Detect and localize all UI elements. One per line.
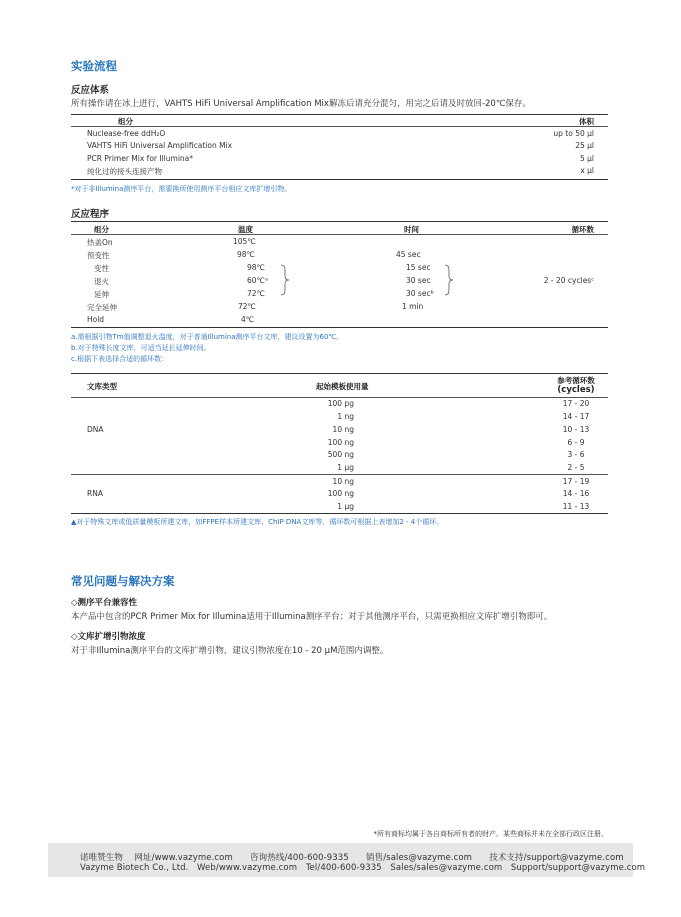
program-cycles: 2 - 20 cyclesᶜ [543,276,594,285]
program-note-c: c.根据下表选择合适的循环数： [71,355,169,363]
table-row-component: 纯化过的接头连接产物 [87,167,162,176]
col-header-library-type: 文库类型 [87,382,117,391]
cycle-table-note: ▲对于特殊文库或低质量模板所建文库，如FFPE样本所建文库、ChIP DNA文库等，循环数可根据上表增加2 - 4个循环。 [71,518,444,526]
table-row-cycles: 14 - 16 [562,489,590,498]
table-row-volume: 25 μl [575,141,594,150]
table-row-volume: 5 μl [579,154,594,163]
reaction-program-title: 反应程序 [71,209,110,220]
reaction-system-title: 反应体系 [71,85,110,96]
table-row-component: VAHTS HiFi Universal Amplification Mix [87,141,233,150]
program-step: 退火 [94,277,109,286]
table-row-component: Nuclease-free ddH₂O [87,129,166,138]
table-row-input: 100 ng [327,438,354,447]
reaction-system-note: *对于非Illumina测序平台，需要换所使用测序平台相应文库扩增引物。 [71,185,292,193]
section-title-protocol: 实验流程 [71,59,117,73]
program-step: 热盖On [87,238,113,247]
col-header-step: 组分 [94,225,109,234]
table-row-cycles: 2 - 5 [567,463,585,472]
table-row-cycles: 17 - 20 [562,399,590,408]
col-header-cycles: 循环数 [571,225,594,234]
cycle-brace-icon [444,264,454,296]
program-time: 30 secᵇ [406,289,434,298]
program-step: 预变性 [87,251,110,260]
table-row-cycles: 6 - 9 [567,438,585,447]
section-title-faq: 常见问题与解决方案 [71,574,175,588]
trademark-note: *所有商标均属于各自商标所有者的财产。某些商标并未在全部行政区注册。 [373,830,608,838]
table-row-cycles: 14 - 17 [562,412,590,421]
col-header-component: 组分 [118,117,133,126]
cycle-brace-icon [280,264,290,296]
program-note-a: a.需根据引物Tm值调整退火温度，对于普通Illumina测序平台文库，建议设置为60℃。 [71,333,344,341]
library-type-dna: DNA [87,425,104,434]
table-row-input: 1 μg [337,463,354,472]
program-step: 完全延伸 [87,303,117,312]
program-temp: 72℃ [238,302,256,311]
table-row-volume: up to 50 μl [553,129,594,138]
program-time: 45 sec [396,250,421,259]
table-row-input: 1 ng [337,412,354,421]
table-row-input: 1 μg [337,502,354,511]
program-temp: 60℃ᵃ [247,276,268,285]
table-row-volume: x μl [580,166,594,175]
col-header-ref-cycles-unit: (cycles) [557,385,595,395]
program-temp: 4℃ [241,315,255,324]
table-row-input: 100 ng [327,489,354,498]
library-type-rna: RNA [87,489,103,498]
faq-item-title: ◇测序平台兼容性 [71,598,138,608]
footer-line-cn: 诺唯赞生物 网址/www.vazyme.com 咨询热线/400-600-9335 销售/sales@vazyme.com 技术支持/support@vazyme.com [80,853,624,863]
program-step: 变性 [94,264,109,273]
program-time: 1 min [402,302,424,311]
program-step: 延伸 [94,290,109,299]
table-row-input: 500 ng [327,450,354,459]
program-temp: 72℃ [247,289,265,298]
program-step: Hold [87,315,105,324]
program-time: 15 sec [406,263,431,272]
reaction-system-intro: 所有操作请在冰上进行，VAHTS HiFi Universal Amplification Mix解冻后请充分混匀，用完之后请及时放回-20℃保存。 [71,99,531,109]
table-row-component: PCR Primer Mix for Illumina* [87,154,193,163]
table-row-cycles: 3 - 6 [567,450,585,459]
footer-line-en: Vazyme Biotech Co., Ltd. Web/www.vazyme.com Tel/400-600-9335 Sales/sales@vazyme.com Support/support@vazyme.com [80,863,646,873]
program-temp: 105℃ [233,237,256,246]
col-header-volume: 体积 [579,117,594,126]
faq-item-text: 对于非Illumina测序平台的文库扩增引物，建议引物浓度在10 - 20 μM范围内调整。 [71,646,389,656]
program-temp: 98℃ [247,263,265,272]
faq-item-title: ◇文库扩增引物浓度 [71,632,146,642]
table-row-cycles: 10 - 13 [562,425,590,434]
footer [48,843,646,877]
table-row-cycles: 17 - 19 [562,477,590,486]
program-temp: 98℃ [237,250,255,259]
table-row-input: 10 ng [332,425,354,434]
col-header-temp: 温度 [238,225,253,234]
col-header-time: 时间 [404,225,419,234]
col-header-input-amount: 起始模板使用量 [316,382,369,391]
program-note-b: b.对于特殊长度文库，可适当延长延伸时间。 [71,344,211,352]
table-row-input: 10 ng [332,477,354,486]
col-header-ref-cycles: 参考循环数 [557,376,595,385]
table-row-cycles: 11 - 13 [562,502,590,511]
table-row-input: 100 pg [327,399,354,408]
faq-item-text: 本产品中包含的PCR Primer Mix for Illumina适用于Illumina测序平台；对于其他测序平台，只需更换相应文库扩增引物即可。 [71,612,553,622]
program-time: 30 sec [406,276,431,285]
